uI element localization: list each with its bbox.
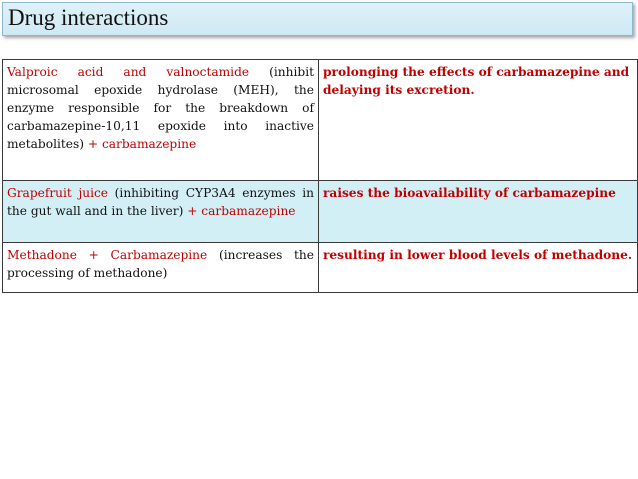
interaction-detail: (inhibiting CYP3A4 enzymes in the gut wall and in the liver) bbox=[7, 186, 314, 218]
effect-cell bbox=[319, 60, 638, 181]
drug-name: Methadone + Carbamazepine bbox=[7, 248, 208, 262]
partner-drug: + carbamazepine bbox=[187, 204, 296, 218]
table-row bbox=[3, 243, 638, 293]
effect-text: resulting in lower blood levels of methadone. bbox=[323, 248, 633, 262]
effect-cell bbox=[319, 243, 638, 293]
effect-text: raises the bioavailability of carbamazepine bbox=[323, 186, 616, 200]
partner-drug: + carbamazepine bbox=[87, 137, 197, 151]
drug-name: Valproic acid and valnoctamide bbox=[7, 65, 250, 79]
interaction-cell bbox=[3, 243, 319, 293]
interaction-detail: (increases the processing of methadone) bbox=[7, 248, 314, 280]
effect-cell bbox=[319, 181, 638, 243]
interaction-cell bbox=[3, 60, 319, 181]
interaction-cell bbox=[3, 181, 319, 243]
table-row bbox=[3, 60, 638, 181]
slide-title: Drug interactions bbox=[8, 5, 169, 30]
slide-title-bar bbox=[2, 2, 633, 36]
interactions-table bbox=[2, 59, 638, 293]
effect-text: prolonging the effects of carbamazepine and delaying its excretion. bbox=[323, 65, 630, 97]
drug-name: Grapefruit juice bbox=[7, 186, 109, 200]
interaction-detail: (inhibit microsomal epoxide hydrolase (MEH), the enzyme responsible for the breakdown of carbamazepine-10,11 epoxide into inactive metabolites) bbox=[7, 65, 314, 151]
table-row bbox=[3, 181, 638, 243]
